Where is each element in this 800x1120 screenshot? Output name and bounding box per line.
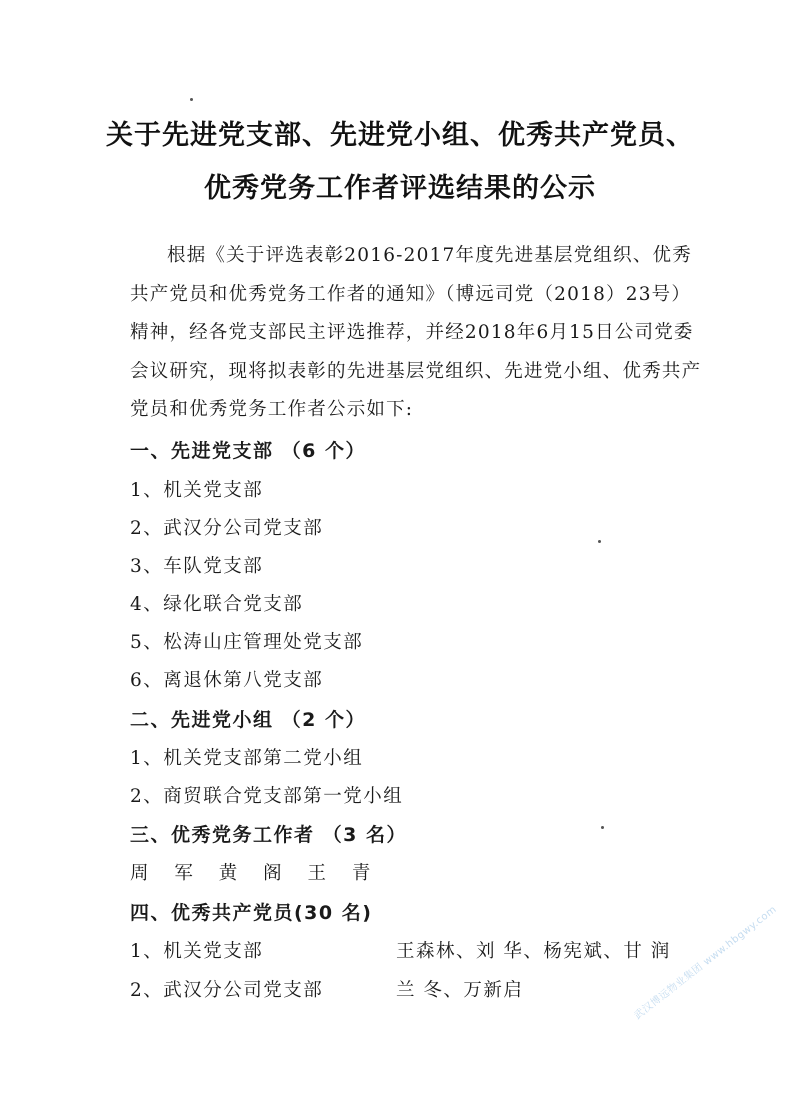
scan-speck — [598, 540, 601, 543]
section-1-heading: 一、先进党支部 （6 个） — [130, 440, 366, 462]
section-2-heading: 二、先进党小组 （2 个） — [130, 709, 366, 731]
list-item: 5、松涛山庄管理处党支部 — [130, 632, 364, 653]
worker-names: 周 军 黄 阁 王 青 — [130, 863, 381, 884]
scan-speck — [190, 98, 193, 101]
watermark: 武汉博远物业集团 www.hbgwy.com — [632, 904, 779, 1022]
intro-paragraph: 根据《关于评选表彰2016-2017年度先进基层党组织、优秀共产党员和优秀党务工作者的通知》（博远司党（2018）23号）精神，经各党支部民主评选推荐，并经2018年6月15日公司党委会议研究，现将拟表彰的先进基层党组织、先进党小组、优秀共产党员和优秀党务工作者公示如下: — [130, 245, 702, 420]
branch-name: 1、机关党支部 — [130, 941, 264, 962]
list-item: 4、绿化联合党支部 — [130, 594, 304, 615]
title-line-1: 关于先进党支部、先进党小组、优秀共产党员、 — [106, 120, 694, 151]
section-4-heading: 四、优秀共产党员(30 名) — [130, 902, 373, 924]
member-names: 王森林、刘 华、杨宪斌、甘 润 — [396, 941, 671, 962]
list-item: 2、商贸联合党支部第一党小组 — [130, 786, 404, 807]
branch-name: 2、武汉分公司党支部 — [130, 980, 324, 1001]
list-item: 3、车队党支部 — [130, 556, 264, 577]
section-3-heading: 三、优秀党务工作者 （3 名） — [130, 824, 407, 846]
list-item: 1、机关党支部 — [130, 480, 264, 501]
member-names: 兰 冬、万新启 — [396, 980, 524, 1001]
list-item: 1、机关党支部第二党小组 — [130, 748, 364, 769]
scan-speck — [601, 826, 604, 829]
list-item: 6、离退休第八党支部 — [130, 670, 324, 691]
title-line-2: 优秀党务工作者评选结果的公示 — [204, 173, 596, 204]
list-item: 2、武汉分公司党支部 — [130, 518, 324, 539]
